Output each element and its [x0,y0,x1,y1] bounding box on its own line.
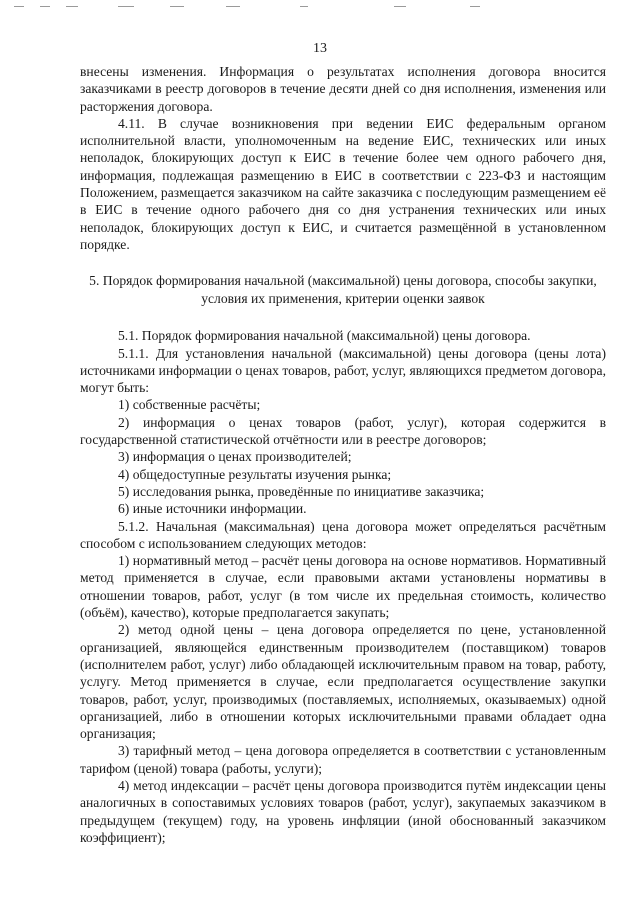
paragraph: 5.1. Порядок формирования начальной (максимальной) цены договора. [118,328,531,344]
scan-mark [170,6,184,7]
section-heading: 5. Порядок формирования начальной (максимальной) цены договора, способы закупки, условия их применения, критерии оценки заявок [89,273,597,307]
list-item: 6) иные источники информации. [118,501,307,517]
scan-mark [66,6,78,7]
paragraph: 5.1.1. Для установления начальной (максимальной) цены договора (цены лота) источниками информации о ценах товаров, работ, услуг, являющихся предметом договора, могут быть: [80,345,606,396]
paragraph: 5.1.2. Начальная (максимальная) цена договора может определяться расчётным способом с использованием следующих методов: [80,518,606,551]
list-item: 1) собственные расчёты; [118,397,261,413]
list-item: 4) общедоступные результаты изучения рынка; [118,466,392,482]
list-item: 2) метод одной цены – цена договора определяется по цене, установленной организацией, являющейся единственным производителем (поставщиком) товаров (исполнителем работ, услуг) либо обладающей исключительным правом на товар, работу, услугу. Метод применяется в случае, если предполагается осуществление закупки товаров, работ, услуг, производимых (поставляемых, исполняемых, оказываемых) одной организацией, либо в отношении которых исключительными правами обладает одна организация; [80,622,606,742]
list-item: 5) исследования рынка, проведённые по инициативе заказчика; [118,483,485,499]
scan-mark [118,6,134,7]
scan-mark [470,6,480,7]
scan-mark [40,6,50,7]
scan-mark [226,6,240,7]
scan-mark [300,6,308,7]
list-item: 3) информация о ценах производителей; [118,449,352,465]
document-body [80,63,606,846]
page-number: 13 [313,41,327,56]
scan-mark [394,6,406,7]
list-item: 2) информация о ценах товаров (работ, услуг), которая содержится в государственной статистической отчётности или в реестре договоров; [80,414,606,448]
list-item: 1) нормативный метод – расчёт цены договора на основе нормативов. Нормативный метод применяется в случае, если правовыми актами установлены нормативы в отношении товаров, работ, услуг (в том числе их предельная стоимость, количество (объём), качество), которые предполагается закупать; [80,553,606,621]
scan-mark [14,6,24,7]
paragraph: 4.11. В случае возникновения при ведении ЕИС федеральным органом исполнительной власти, уполномоченным на ведение ЕИС, технических или иных неполадок, блокирующих доступ к ЕИС в течение более чем одного рабочего дня, информация, подлежащая размещению в ЕИС в соответствии с 223-ФЗ и настоящим Положением, размещается заказчиком на сайте заказчика с последующим размещением её в ЕИС в течение одного рабочего дня со дня устранения технических или иных неполадок, блокирующих доступ к ЕИС, и считается размещённой в установленном порядке. [80,115,606,252]
list-item: 3) тарифный метод – цена договора определяется в соответствии с установленным тарифом (ценой) товара (работы, услуги); [80,743,606,776]
list-item: 4) метод индексации – расчёт цены договора производится путём индексации цены аналогичных в сопоставимых условиях товаров (работ, услуг), закупаемых заказчиком в предыдущем (текущем) году, на уровень инфляции (иной обоснованный заказчиком коэффициент); [80,777,606,845]
paragraph: внесены изменения. Информация о результатах исполнения договора вносится заказчиками в реестр договоров в течение десяти дней со дня исполнения, изменения или расторжения договора. [80,64,606,114]
